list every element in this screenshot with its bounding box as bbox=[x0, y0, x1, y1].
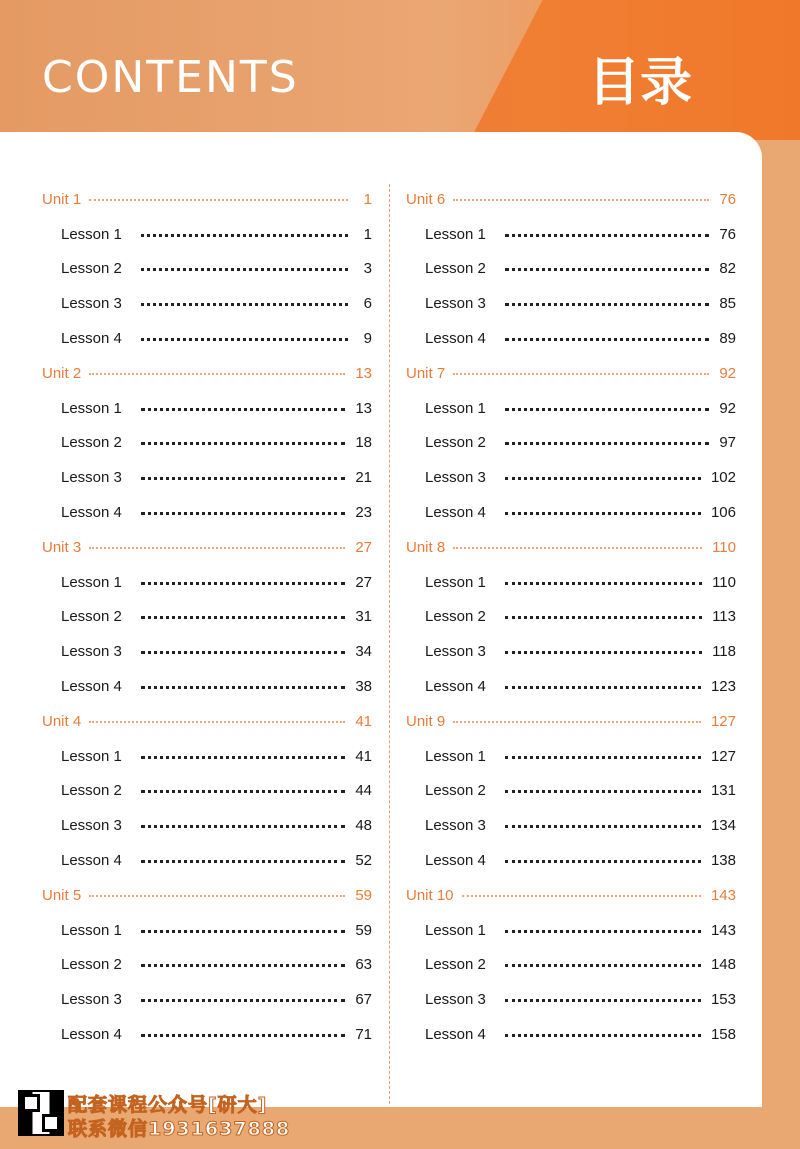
toc-lesson-entry[interactable] bbox=[42, 913, 372, 948]
toc-unit-entry-label: Unit 9 bbox=[406, 712, 446, 730]
toc-lesson-entry-page-number: 1 bbox=[363, 225, 372, 243]
dot-leader bbox=[462, 895, 701, 897]
toc-lesson-entry-page-number: 92 bbox=[719, 399, 736, 417]
toc-lesson-entry-label: Lesson 2 bbox=[425, 260, 486, 278]
dot-leader bbox=[141, 686, 345, 689]
toc-lesson-entry[interactable] bbox=[42, 982, 372, 1017]
toc-lesson-entry[interactable] bbox=[42, 669, 372, 704]
toc-lesson-entry-page-number: 27 bbox=[355, 573, 372, 591]
toc-lesson-entry-page-number: 67 bbox=[355, 991, 372, 1009]
toc-lesson-entry-page-number: 97 bbox=[719, 434, 736, 452]
dot-leader bbox=[505, 408, 709, 411]
toc-lesson-entry-label: Lesson 3 bbox=[61, 991, 122, 1009]
toc-lesson-entry-label: Lesson 1 bbox=[61, 573, 122, 591]
toc-unit-entry-page-number: 127 bbox=[710, 712, 736, 730]
toc-lesson-entry-page-number: 3 bbox=[363, 260, 372, 278]
chinese-title: 目录 bbox=[587, 53, 692, 113]
toc-lesson-entry-label: Lesson 3 bbox=[61, 469, 122, 487]
toc-lesson-entry-label: Lesson 1 bbox=[425, 747, 486, 765]
toc-unit-entry[interactable] bbox=[42, 356, 372, 391]
toc-lesson-entry-page-number: 63 bbox=[355, 956, 372, 974]
dot-leader bbox=[141, 930, 345, 933]
toc-lesson-entry[interactable] bbox=[42, 1017, 372, 1052]
toc-lesson-entry[interactable] bbox=[406, 634, 736, 669]
toc-lesson-entry[interactable] bbox=[42, 948, 372, 983]
toc-lesson-entry[interactable] bbox=[42, 217, 372, 252]
toc-unit-entry[interactable] bbox=[42, 704, 372, 739]
dot-leader bbox=[141, 512, 345, 515]
toc-unit-entry-label: Unit 7 bbox=[406, 364, 446, 382]
toc-lesson-entry[interactable] bbox=[406, 426, 736, 461]
toc-unit-entry-page-number: 59 bbox=[355, 886, 372, 904]
toc-lesson-entry-label: Lesson 1 bbox=[425, 225, 486, 243]
contents-panel bbox=[0, 132, 762, 1107]
qr-code-icon bbox=[18, 1090, 64, 1136]
toc-lesson-entry[interactable] bbox=[406, 843, 736, 878]
promo-line-2: 联系微信1931637888 bbox=[68, 1118, 291, 1140]
toc-lesson-entry-page-number: 102 bbox=[710, 469, 736, 487]
dot-leader bbox=[141, 651, 345, 654]
dot-leader bbox=[453, 721, 701, 723]
toc-lesson-entry-label: Lesson 3 bbox=[61, 643, 122, 661]
toc-lesson-entry-page-number: 18 bbox=[355, 434, 372, 452]
toc-lesson-entry-label: Lesson 2 bbox=[61, 434, 122, 452]
toc-lesson-entry-page-number: 89 bbox=[719, 330, 736, 348]
dot-leader bbox=[141, 999, 345, 1002]
toc-unit-entry-label: Unit 10 bbox=[406, 886, 454, 904]
toc-lesson-entry[interactable] bbox=[406, 495, 736, 530]
toc-lesson-entry[interactable] bbox=[406, 982, 736, 1017]
toc-lesson-entry[interactable] bbox=[406, 217, 736, 252]
toc-lesson-entry-label: Lesson 2 bbox=[61, 260, 122, 278]
toc-lesson-entry-page-number: 110 bbox=[712, 573, 736, 591]
dot-leader bbox=[141, 790, 345, 793]
toc-lesson-entry-label: Lesson 4 bbox=[425, 504, 486, 522]
toc-lesson-entry[interactable] bbox=[406, 286, 736, 321]
dot-leader bbox=[453, 199, 709, 201]
toc-lesson-entry-label: Lesson 4 bbox=[61, 504, 122, 522]
toc-lesson-entry-label: Lesson 4 bbox=[61, 678, 122, 696]
toc-lesson-entry-page-number: 71 bbox=[355, 1026, 372, 1044]
toc-unit-entry-page-number: 143 bbox=[710, 886, 736, 904]
promo-line-1: 配套课程公众号[研大] bbox=[68, 1094, 268, 1116]
toc-lesson-entry-page-number: 13 bbox=[355, 399, 372, 417]
toc-lesson-entry[interactable] bbox=[42, 286, 372, 321]
toc-lesson-entry[interactable] bbox=[42, 460, 372, 495]
toc-unit-entry-label: Unit 3 bbox=[42, 538, 82, 556]
dot-leader bbox=[141, 408, 345, 411]
dot-leader bbox=[505, 964, 701, 967]
toc-lesson-entry-label: Lesson 2 bbox=[425, 608, 486, 626]
toc-lesson-entry-page-number: 21 bbox=[355, 469, 372, 487]
dot-leader bbox=[141, 1034, 345, 1037]
dot-leader bbox=[505, 860, 701, 863]
toc-unit-entry[interactable] bbox=[42, 878, 372, 913]
toc-unit-entry[interactable] bbox=[42, 182, 372, 217]
toc-unit-entry[interactable] bbox=[406, 530, 736, 565]
toc-lesson-entry-page-number: 48 bbox=[355, 817, 372, 835]
toc-lesson-entry[interactable] bbox=[42, 252, 372, 287]
toc-lesson-entry-label: Lesson 1 bbox=[61, 921, 122, 939]
toc-unit-entry-label: Unit 8 bbox=[406, 538, 446, 556]
toc-unit-entry-label: Unit 6 bbox=[406, 190, 446, 208]
toc-lesson-entry[interactable] bbox=[406, 913, 736, 948]
dot-leader bbox=[141, 582, 345, 585]
toc-unit-entry-page-number: 76 bbox=[719, 190, 736, 208]
toc-unit-entry[interactable] bbox=[406, 878, 736, 913]
toc-lesson-entry[interactable] bbox=[42, 808, 372, 843]
toc-lesson-entry-page-number: 31 bbox=[355, 608, 372, 626]
dot-leader bbox=[505, 268, 709, 271]
dot-leader bbox=[89, 547, 345, 549]
dot-leader bbox=[505, 651, 702, 654]
toc-lesson-entry-label: Lesson 3 bbox=[425, 643, 486, 661]
toc-lesson-entry[interactable] bbox=[42, 774, 372, 809]
column-divider bbox=[389, 184, 390, 1104]
toc-lesson-entry-page-number: 113 bbox=[712, 608, 736, 626]
toc-unit-entry[interactable] bbox=[42, 530, 372, 565]
toc-unit-entry-label: Unit 1 bbox=[42, 190, 82, 208]
dot-leader bbox=[141, 234, 348, 237]
toc-lesson-entry-page-number: 153 bbox=[710, 991, 736, 1009]
toc-lesson-entry-label: Lesson 2 bbox=[61, 782, 122, 800]
toc-lesson-entry-label: Lesson 2 bbox=[425, 956, 486, 974]
dot-leader bbox=[505, 999, 701, 1002]
toc-unit-entry-page-number: 41 bbox=[355, 712, 372, 730]
toc-lesson-entry[interactable] bbox=[406, 1017, 736, 1052]
toc-unit-entry-label: Unit 5 bbox=[42, 886, 82, 904]
dot-leader bbox=[453, 373, 709, 375]
dot-leader bbox=[89, 721, 345, 723]
toc-lesson-entry-label: Lesson 4 bbox=[425, 852, 486, 870]
toc-lesson-entry-page-number: 148 bbox=[710, 956, 736, 974]
toc-unit-entry-page-number: 110 bbox=[712, 538, 736, 556]
dot-leader bbox=[505, 234, 709, 237]
toc-unit-entry[interactable] bbox=[406, 704, 736, 739]
toc-lesson-entry-label: Lesson 1 bbox=[425, 573, 486, 591]
dot-leader bbox=[141, 338, 348, 341]
dot-leader bbox=[141, 860, 345, 863]
dot-leader bbox=[453, 547, 702, 549]
toc-lesson-entry-label: Lesson 2 bbox=[61, 956, 122, 974]
toc-lesson-entry[interactable] bbox=[406, 739, 736, 774]
dot-leader bbox=[505, 756, 701, 759]
toc-lesson-entry-label: Lesson 4 bbox=[61, 852, 122, 870]
dot-leader bbox=[141, 825, 345, 828]
toc-lesson-entry-page-number: 106 bbox=[710, 504, 736, 522]
dot-leader bbox=[141, 268, 348, 271]
toc-lesson-entry-label: Lesson 2 bbox=[61, 608, 122, 626]
toc-lesson-entry-page-number: 143 bbox=[710, 921, 736, 939]
toc-lesson-entry-label: Lesson 4 bbox=[425, 1026, 486, 1044]
toc-lesson-entry-page-number: 158 bbox=[710, 1026, 736, 1044]
dot-leader bbox=[505, 1034, 701, 1037]
toc-lesson-entry-page-number: 9 bbox=[363, 330, 372, 348]
toc-lesson-entry-label: Lesson 1 bbox=[425, 399, 486, 417]
dot-leader bbox=[141, 756, 345, 759]
toc-lesson-entry-page-number: 34 bbox=[355, 643, 372, 661]
toc-lesson-entry[interactable] bbox=[406, 565, 736, 600]
toc-unit-entry-label: Unit 4 bbox=[42, 712, 82, 730]
toc-lesson-entry[interactable] bbox=[406, 808, 736, 843]
toc-lesson-entry-page-number: 23 bbox=[355, 504, 372, 522]
toc-unit-entry[interactable] bbox=[406, 182, 736, 217]
dot-leader bbox=[89, 373, 345, 375]
toc-lesson-entry-page-number: 76 bbox=[719, 225, 736, 243]
toc-lesson-entry-label: Lesson 1 bbox=[425, 921, 486, 939]
toc-lesson-entry-label: Lesson 3 bbox=[61, 817, 122, 835]
toc-lesson-entry-page-number: 41 bbox=[355, 747, 372, 765]
toc-lesson-entry-label: Lesson 1 bbox=[61, 747, 122, 765]
toc-lesson-entry-page-number: 52 bbox=[355, 852, 372, 870]
toc-lesson-entry-page-number: 38 bbox=[355, 678, 372, 696]
toc-lesson-entry[interactable] bbox=[406, 391, 736, 426]
toc-unit-entry-page-number: 13 bbox=[355, 364, 372, 382]
toc-lesson-entry-page-number: 138 bbox=[710, 852, 736, 870]
toc-lesson-entry-label: Lesson 4 bbox=[425, 678, 486, 696]
dot-leader bbox=[141, 442, 345, 445]
toc-unit-entry-page-number: 1 bbox=[363, 190, 372, 208]
toc-lesson-entry-label: Lesson 4 bbox=[61, 330, 122, 348]
toc-lesson-entry[interactable] bbox=[42, 600, 372, 635]
toc-lesson-entry[interactable] bbox=[406, 774, 736, 809]
toc-lesson-entry[interactable] bbox=[42, 426, 372, 461]
toc-lesson-entry-page-number: 118 bbox=[712, 643, 736, 661]
toc-lesson-entry-page-number: 123 bbox=[710, 678, 736, 696]
dot-leader bbox=[141, 616, 345, 619]
toc-lesson-entry[interactable] bbox=[42, 321, 372, 356]
toc-lesson-entry-page-number: 134 bbox=[710, 817, 736, 835]
dot-leader bbox=[505, 825, 701, 828]
toc-lesson-entry-label: Lesson 3 bbox=[425, 469, 486, 487]
toc-lesson-entry-label: Lesson 4 bbox=[61, 1026, 122, 1044]
toc-unit-entry-page-number: 92 bbox=[719, 364, 736, 382]
dot-leader bbox=[505, 442, 709, 445]
dot-leader bbox=[505, 582, 702, 585]
dot-leader bbox=[89, 895, 345, 897]
toc-unit-entry-page-number: 27 bbox=[355, 538, 372, 556]
dot-leader bbox=[505, 616, 702, 619]
toc-lesson-entry-label: Lesson 3 bbox=[61, 295, 122, 313]
toc-lesson-entry-page-number: 127 bbox=[710, 747, 736, 765]
toc-lesson-entry-page-number: 82 bbox=[719, 260, 736, 278]
contents-title: CONTENTS bbox=[42, 52, 299, 103]
toc-lesson-entry[interactable] bbox=[42, 495, 372, 530]
toc-lesson-entry[interactable] bbox=[42, 391, 372, 426]
toc-lesson-entry-label: Lesson 1 bbox=[61, 225, 122, 243]
toc-lesson-entry-label: Lesson 2 bbox=[425, 434, 486, 452]
dot-leader bbox=[141, 477, 345, 480]
toc-lesson-entry[interactable] bbox=[406, 252, 736, 287]
toc-right-column bbox=[406, 182, 736, 1052]
toc-unit-entry-label: Unit 2 bbox=[42, 364, 82, 382]
dot-leader bbox=[505, 477, 701, 480]
toc-lesson-entry-page-number: 6 bbox=[363, 295, 372, 313]
toc-lesson-entry-page-number: 44 bbox=[355, 782, 372, 800]
toc-lesson-entry-label: Lesson 3 bbox=[425, 295, 486, 313]
dot-leader bbox=[505, 686, 701, 689]
dot-leader bbox=[505, 338, 709, 341]
toc-lesson-entry-label: Lesson 1 bbox=[61, 399, 122, 417]
toc-lesson-entry-page-number: 59 bbox=[355, 921, 372, 939]
dot-leader bbox=[505, 303, 709, 306]
toc-lesson-entry[interactable] bbox=[406, 460, 736, 495]
toc-lesson-entry[interactable] bbox=[42, 843, 372, 878]
toc-lesson-entry-label: Lesson 3 bbox=[425, 817, 486, 835]
toc-lesson-entry[interactable] bbox=[42, 739, 372, 774]
dot-leader bbox=[505, 790, 701, 793]
toc-left-column bbox=[42, 182, 372, 1052]
header-banner bbox=[0, 0, 800, 140]
toc-lesson-entry[interactable] bbox=[42, 634, 372, 669]
toc-lesson-entry[interactable] bbox=[406, 600, 736, 635]
toc-lesson-entry-page-number: 131 bbox=[710, 782, 736, 800]
toc-lesson-entry-label: Lesson 3 bbox=[425, 991, 486, 1009]
dot-leader bbox=[89, 199, 348, 201]
dot-leader bbox=[505, 930, 701, 933]
toc-unit-entry[interactable] bbox=[406, 356, 736, 391]
toc-lesson-entry-label: Lesson 2 bbox=[425, 782, 486, 800]
toc-lesson-entry[interactable] bbox=[406, 321, 736, 356]
toc-lesson-entry[interactable] bbox=[406, 948, 736, 983]
toc-lesson-entry-label: Lesson 4 bbox=[425, 330, 486, 348]
toc-lesson-entry[interactable] bbox=[42, 565, 372, 600]
dot-leader bbox=[141, 964, 345, 967]
toc-lesson-entry[interactable] bbox=[406, 669, 736, 704]
dot-leader bbox=[141, 303, 348, 306]
toc-lesson-entry-page-number: 85 bbox=[719, 295, 736, 313]
dot-leader bbox=[505, 512, 701, 515]
